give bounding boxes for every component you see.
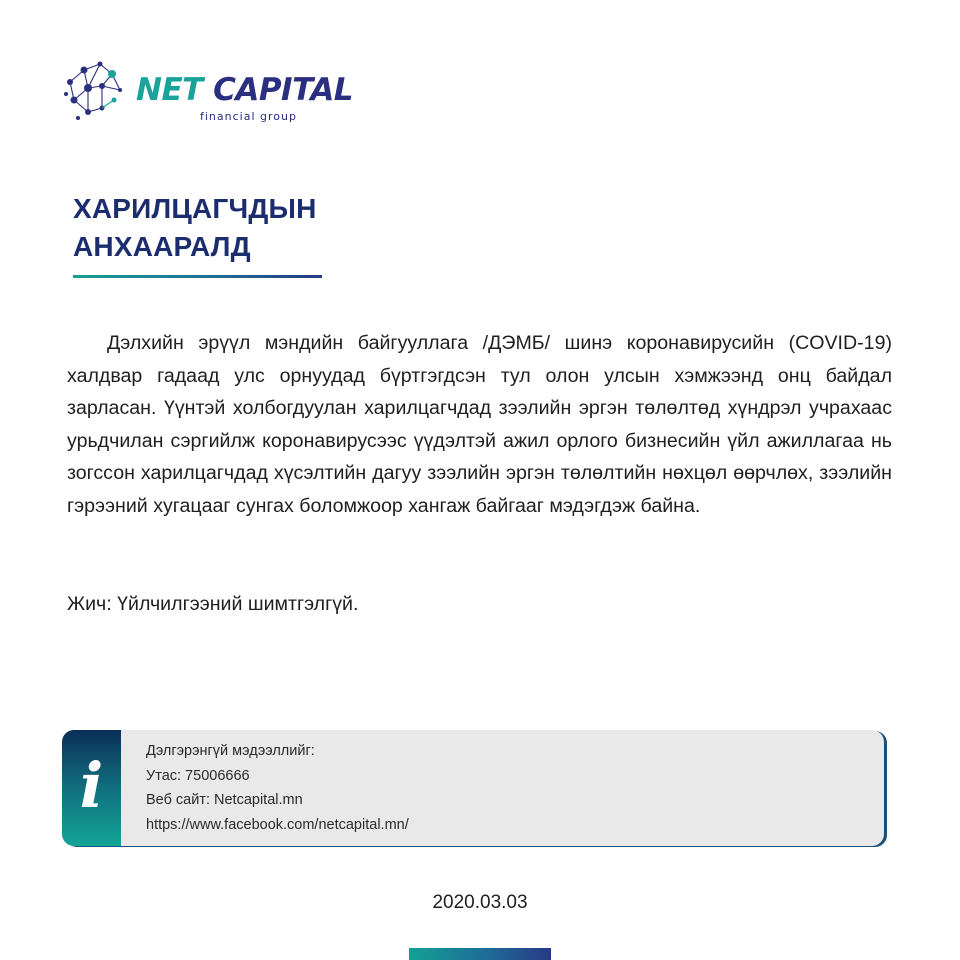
title-underline — [73, 275, 322, 278]
contact-facebook-link[interactable]: https://www.facebook.com/netcapital.mn/ — [146, 816, 409, 833]
contact-phone: Утас: 75006666 — [146, 767, 250, 784]
brand-name-net: NET — [136, 72, 203, 108]
brand-name — [136, 72, 353, 108]
announcement-paragraph: Дэлхийн эрүүл мэндийн байгууллага /ДЭМБ/ шинэ коронавирусийн (COVID-19) халдвар гадаад улс орнуудад бүртгэгдсэн тул олон улсын хэмжээнд онц байдал зарласан. Үүнтэй холбогдуулан харилцагчдад зээлийн эргэн төлөлтөд хүндрэл учрахаас урьдчилан сэргийлж коронавирусээс үүдэлтэй ажил орлого бизнесийн үйл ажиллагаа нь зогссон харилцагчдад хүсэлтийн дагуу зээлийн эргэн төлөлтийн нөхцөл өөрчлөх, зээлийн гэрээний хугацааг сунгах боломжоор хангаж байгааг мэдэгдэж байна. — [67, 332, 892, 517]
info-icon: i — [79, 749, 104, 822]
network-globe-icon — [62, 56, 128, 128]
page-title-line-2: АНХААРАЛД — [73, 231, 251, 262]
contact-info-box — [62, 730, 884, 846]
publication-date: 2020.03.03 — [432, 892, 528, 913]
contact-details — [146, 739, 409, 837]
contact-heading: Дэлгэрэнгүй мэдээллийг: — [146, 743, 315, 759]
footer-accent-bar — [409, 948, 551, 960]
announcement-note: Жич: Үйлчилгээний шимтгэлгүй. — [67, 593, 359, 615]
page-title — [73, 190, 317, 266]
contact-website[interactable]: Веб сайт: Netcapital.mn — [146, 792, 303, 808]
page-title-line-1: ХАРИЛЦАГЧДЫН — [73, 193, 317, 224]
company-logo — [62, 54, 372, 134]
brand-tagline: financial group — [200, 110, 297, 123]
brand-name-capital: CAPITAL — [213, 72, 354, 108]
info-badge — [62, 730, 121, 846]
